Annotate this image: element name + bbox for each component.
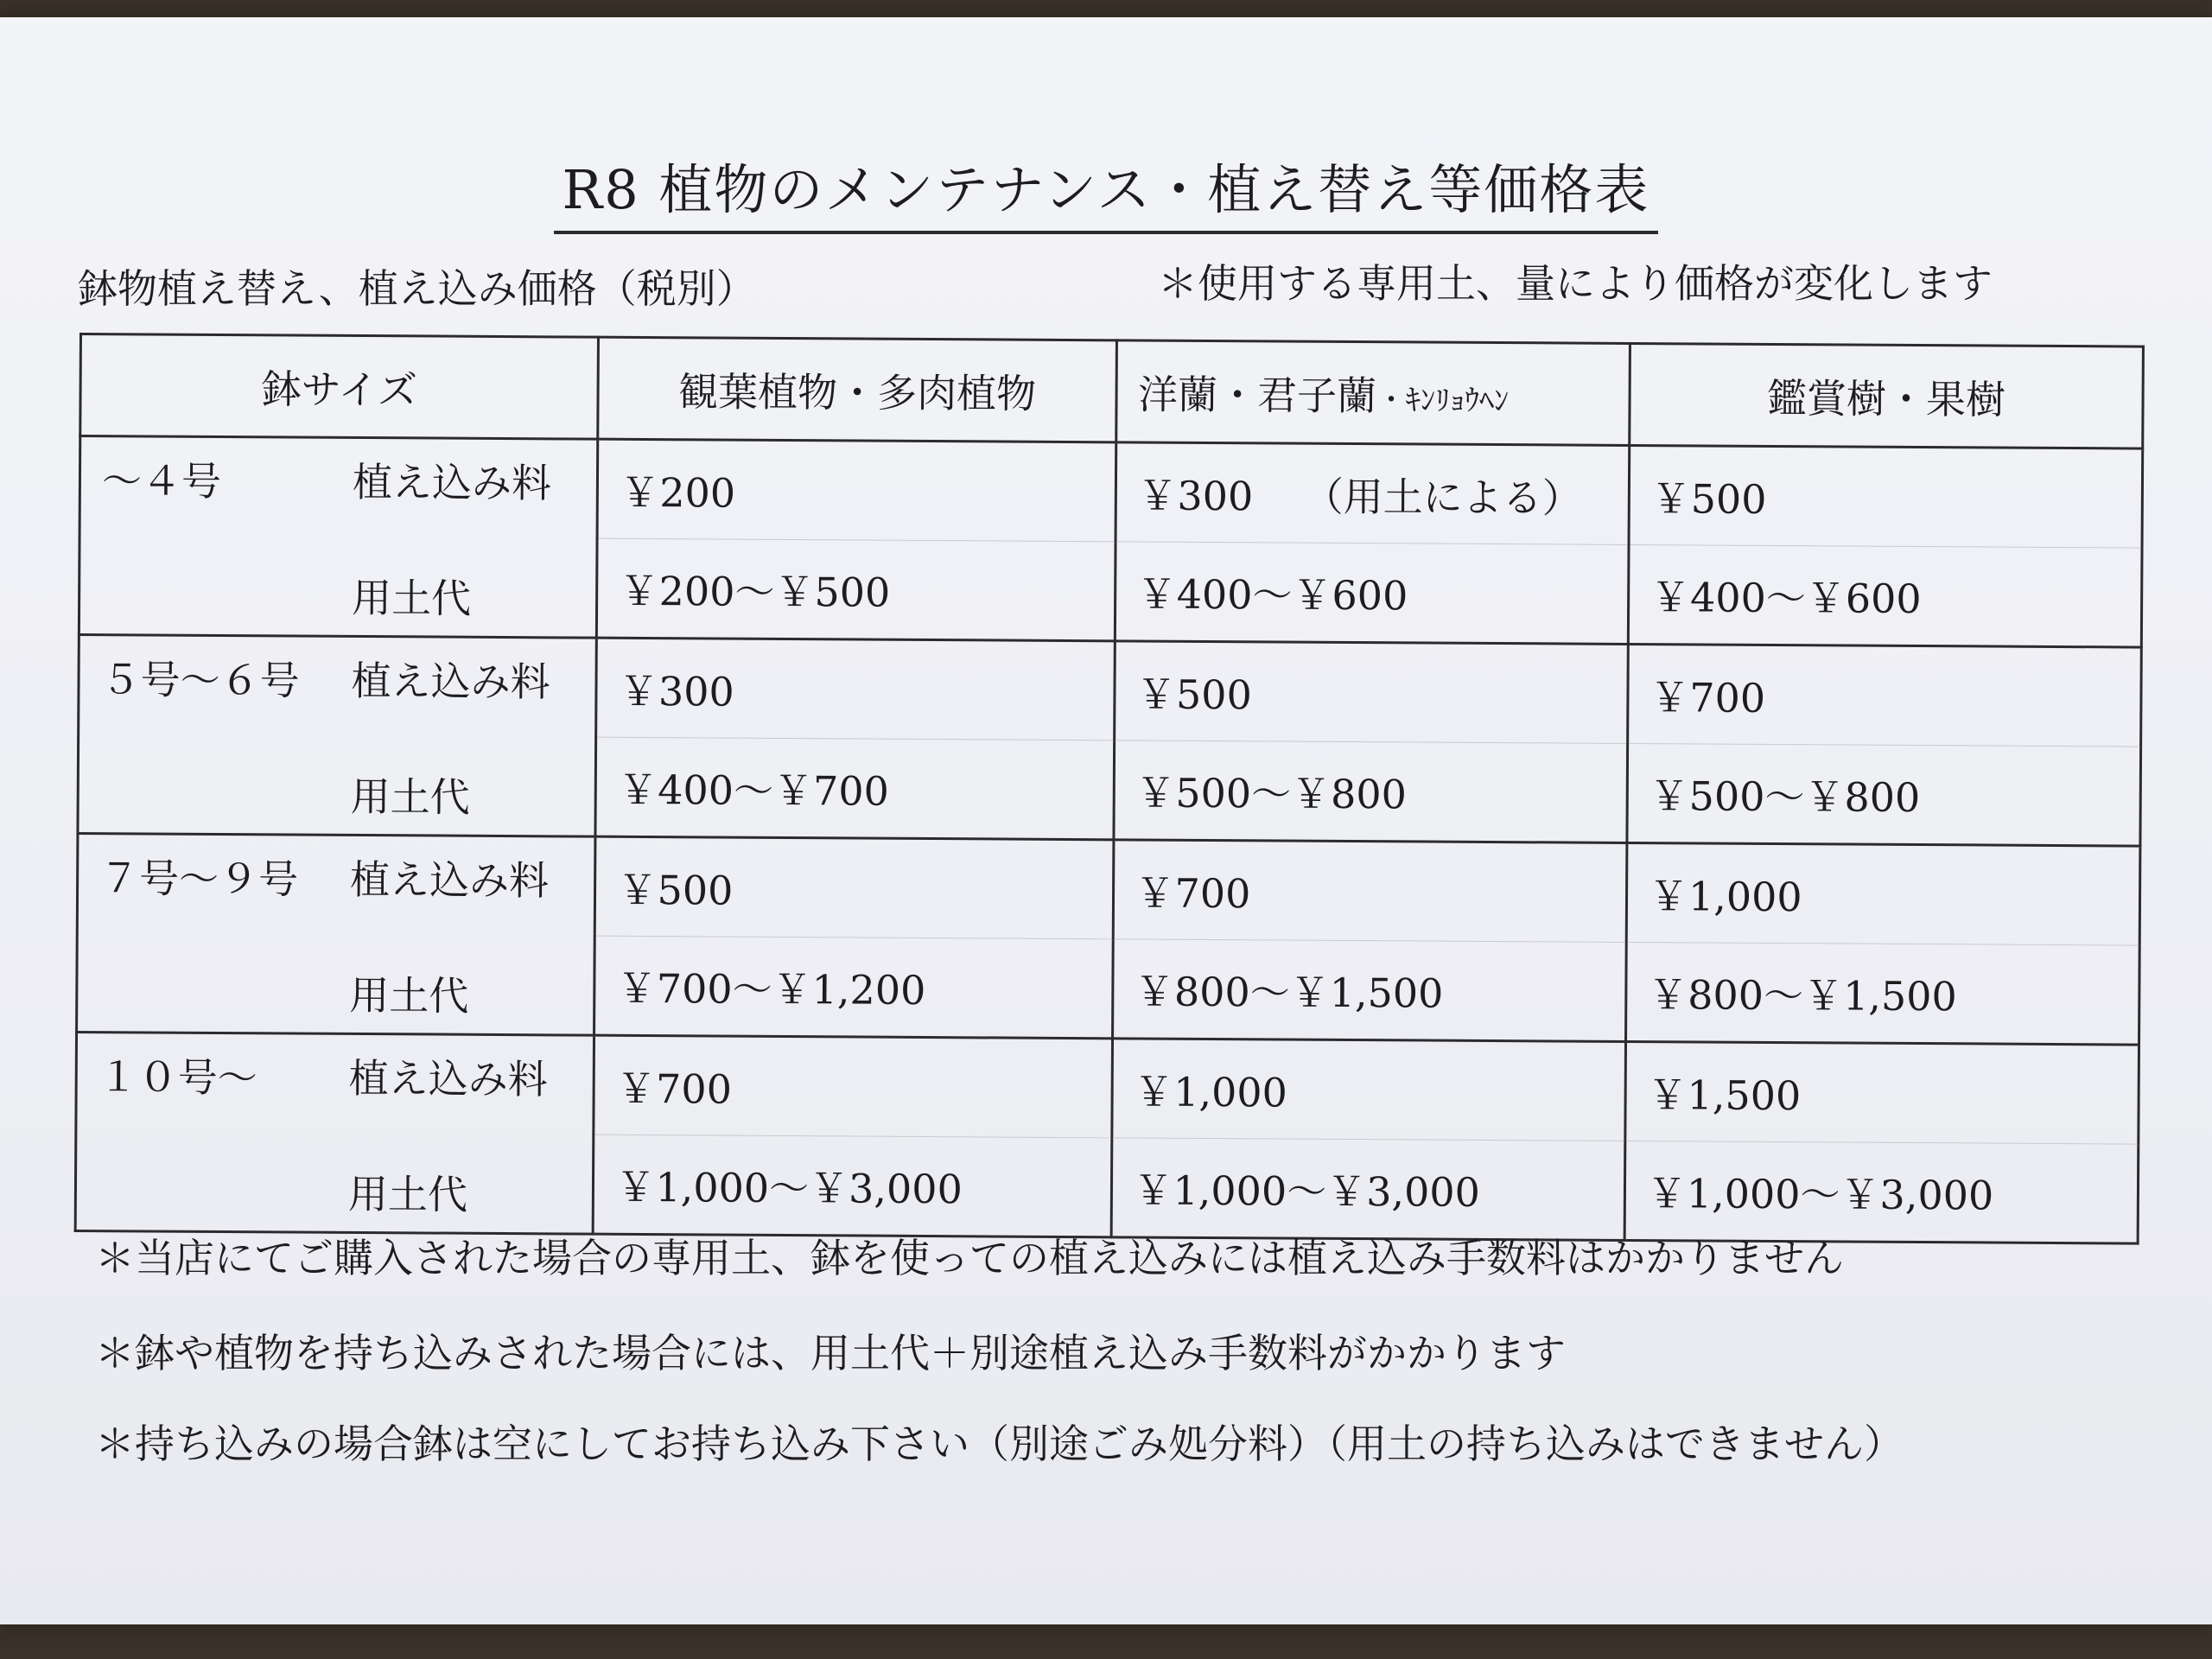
size-cell (77, 833, 596, 1035)
tree-soil-price: ￥500～￥800 (1627, 743, 2141, 846)
size-cell (78, 635, 597, 837)
tree-planting-price: ￥1,000 (1626, 842, 2140, 945)
header-foliage-succulent: 観葉植物・多肉植物 (598, 337, 1116, 442)
header-orchid-text: 洋蘭・君子蘭 (1137, 370, 1377, 419)
orchid-soil-price: ￥800～￥1,500 (1112, 939, 1626, 1042)
page-title-text: R8 植物のメンテナンス・植え替え等価格表 (554, 147, 1659, 234)
tree-planting-price: ￥700 (1628, 644, 2142, 747)
tree-soil-price: ￥800～￥1,500 (1625, 942, 2139, 1045)
pot-size-label: ５号～６号 (100, 655, 300, 704)
size-cell (79, 436, 598, 639)
price-table (74, 333, 2145, 1245)
foliage-soil-price: ￥200～￥500 (597, 538, 1116, 641)
pot-size-label: ７号～９号 (99, 854, 299, 903)
header-pot-size: 鉢サイズ (80, 334, 599, 440)
tree-soil-price: ￥1,000～￥3,000 (1624, 1141, 2139, 1243)
orchid-soil-price: ￥1,000～￥3,000 (1111, 1138, 1625, 1241)
orchid-planting-price: ￥700 (1113, 840, 1627, 943)
soil-price-note: ＊使用する専用土、量により価格が変化します (1158, 260, 1993, 307)
foliage-soil-price: ￥1,000～￥3,000 (594, 1135, 1112, 1237)
footnote-empty-pot: ＊持ち込みの場合鉢は空にしてお持ち込み下さい（別途ごみ処分料）（用土の持ち込みはできません） (95, 1421, 1904, 1467)
planting-fee-label: 植え込み料 (352, 458, 552, 506)
table-row (79, 635, 2142, 747)
planting-fee-label: 植え込み料 (351, 657, 550, 705)
tree-planting-price: ￥1,500 (1625, 1041, 2139, 1144)
soil-cost-label: 用土代 (350, 772, 470, 821)
orchid-planting-price: ￥1,000 (1111, 1039, 1625, 1141)
header-orchid (1116, 340, 1630, 446)
pot-size-label: ～４号 (101, 456, 222, 505)
footnote-store-purchase: ＊当店にてご購入された場合の専用土、鉢を使っての植え込みには植え込み手数料はかかりません (95, 1235, 1844, 1281)
tree-soil-price: ￥400～￥600 (1628, 544, 2142, 647)
planting-fee-label: 植え込み料 (349, 855, 550, 904)
table-caption: 鉢物植え替え、植え込み価格（税別） (78, 265, 756, 312)
orchid-soil-price: ￥500～￥800 (1113, 741, 1627, 843)
table-row (76, 1032, 2139, 1144)
header-ornamental-fruit-tree: 鑑賞樹・果樹 (1630, 343, 2144, 448)
footnote-brought-in: ＊鉢や植物を持ち込みされた場合には、用土代＋別途植え込み手数料がかかります (95, 1330, 1566, 1376)
soil-cost-label: 用土代 (349, 971, 469, 1020)
foliage-planting-price: ￥200 (598, 439, 1116, 542)
orchid-planting-price (1116, 442, 1630, 545)
orchid-planting-note: （用土による） (1303, 473, 1582, 522)
foliage-planting-price: ￥700 (594, 1035, 1112, 1138)
orchid-planting-value: ￥300 (1137, 471, 1254, 519)
orchid-soil-price: ￥400～￥600 (1115, 542, 1629, 645)
foliage-planting-price: ￥500 (595, 836, 1114, 939)
price-sheet (0, 17, 2212, 1624)
orchid-planting-price: ￥500 (1114, 641, 1628, 744)
planting-fee-label: 植え込み料 (348, 1054, 548, 1103)
table-header-row (80, 334, 2144, 449)
foliage-soil-price: ￥400～￥700 (595, 737, 1114, 840)
page-title (0, 147, 2212, 234)
foliage-planting-price: ￥300 (596, 638, 1115, 741)
pot-size-label: １０号～ (98, 1052, 257, 1101)
foliage-soil-price: ￥700～￥1,200 (594, 936, 1113, 1039)
header-orchid-extra: ・ｷﾝﾘｮｳﾍﾝ (1376, 382, 1510, 418)
soil-cost-label: 用土代 (347, 1170, 468, 1218)
table-row (77, 833, 2140, 945)
soil-cost-label: 用土代 (351, 574, 472, 622)
tree-planting-price: ￥500 (1629, 445, 2143, 548)
table-row (79, 436, 2143, 549)
size-cell (75, 1032, 594, 1234)
